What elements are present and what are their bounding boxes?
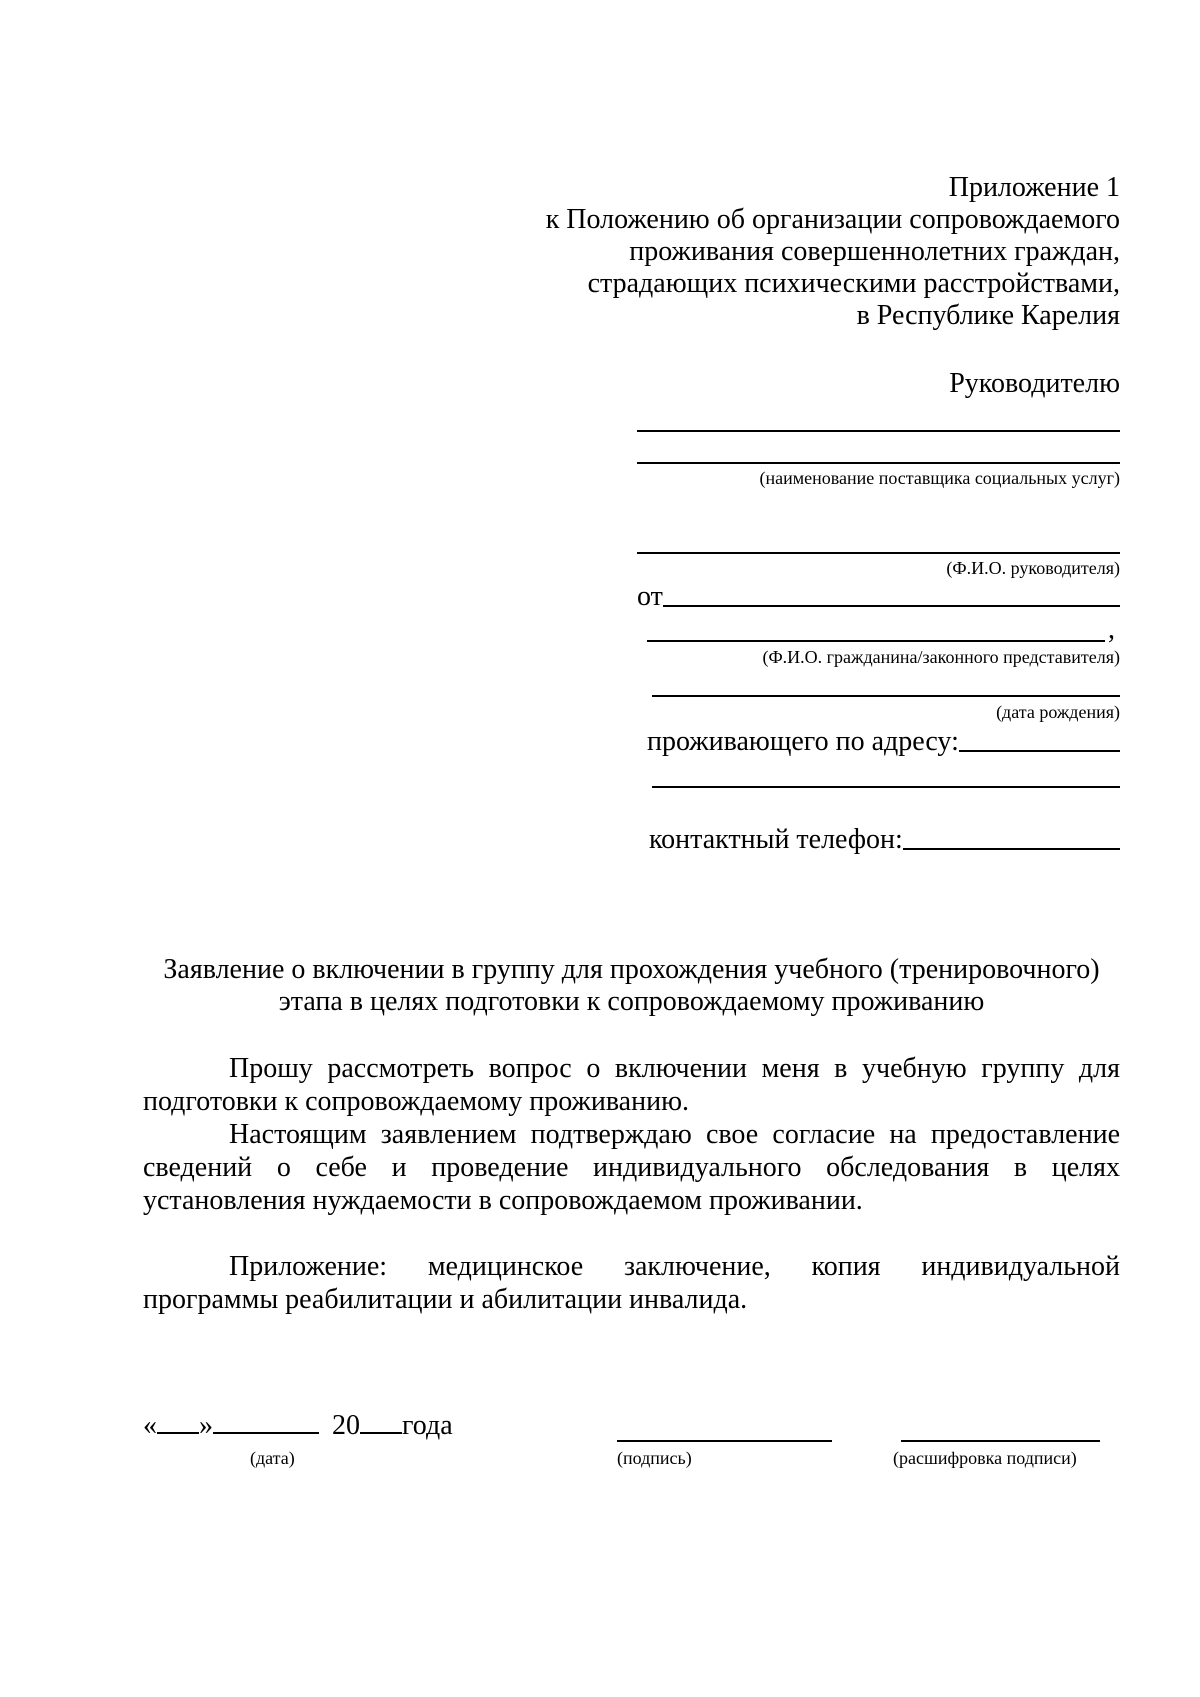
document-title xyxy=(143,954,1120,1018)
head-name-line[interactable] xyxy=(637,552,1120,554)
citizen-name-line[interactable] xyxy=(647,640,1105,642)
request-paragraph: Прошу рассмотреть вопрос о включении меня в учебную группу для подготовки к сопровождаемому проживанию. xyxy=(143,1053,1120,1117)
head-caption: (Ф.И.О. руководителя) xyxy=(946,558,1120,578)
quote-close: » xyxy=(199,1410,213,1441)
signature-caption: (подпись) xyxy=(617,1448,692,1468)
address-line-2[interactable] xyxy=(652,786,1120,788)
decoding-line[interactable] xyxy=(901,1440,1100,1442)
date-caption: (дата) xyxy=(250,1448,295,1468)
from-row xyxy=(637,581,1120,613)
appendix-number: Приложение 1 xyxy=(948,172,1120,203)
title-line-1: Заявление о включении в группу для прохождения учебного (тренировочного) xyxy=(163,954,1100,985)
attachment-paragraph: Приложение: медицинское заключение, копия индивидуальной программы реабилитации и абилитации инвалида. xyxy=(143,1251,1120,1315)
from-label: от xyxy=(637,581,663,612)
date-field xyxy=(143,1410,453,1442)
address-row xyxy=(647,726,1120,758)
addressee-to: Руководителю xyxy=(949,368,1120,399)
from-name-line[interactable] xyxy=(663,605,1120,607)
year-blank[interactable] xyxy=(360,1432,402,1434)
provider-caption: (наименование поставщика социальных услуг) xyxy=(759,468,1120,488)
quote-open: « xyxy=(143,1410,157,1441)
month-blank[interactable] xyxy=(213,1432,319,1434)
provider-name-line-1[interactable] xyxy=(637,430,1120,432)
birth-date-line[interactable] xyxy=(652,695,1120,697)
title-line-2: этапа в целях подготовки к сопровождаемому проживанию xyxy=(278,986,985,1017)
provider-name-line-2[interactable] xyxy=(637,462,1120,464)
phone-label: контактный телефон: xyxy=(649,824,903,855)
appendix-ref-line: в Республике Карелия xyxy=(856,300,1120,331)
year-suffix: года xyxy=(402,1410,453,1441)
signature-line[interactable] xyxy=(617,1440,832,1442)
decoding-caption: (расшифровка подписи) xyxy=(893,1448,1077,1468)
address-label: проживающего по адресу: xyxy=(647,726,959,757)
consent-paragraph: Настоящим заявлением подтверждаю свое согласие на предоставление сведений о себе и проведение индивидуального обследования в целях установления нуждаемости в сопровождаемом проживании. xyxy=(143,1119,1120,1216)
appendix-ref-line: к Положению об организации сопровождаемого xyxy=(545,204,1120,235)
citizen-caption: (Ф.И.О. гражданина/законного представителя) xyxy=(762,647,1120,667)
appendix-ref-line: проживания совершеннолетних граждан, xyxy=(629,236,1120,267)
header-block xyxy=(420,172,1120,332)
day-blank[interactable] xyxy=(157,1432,199,1434)
address-line-1[interactable] xyxy=(959,750,1120,752)
phone-line[interactable] xyxy=(903,848,1120,850)
year-prefix: 20 xyxy=(332,1410,360,1441)
appendix-ref-line: страдающих психическими расстройствами, xyxy=(587,268,1120,299)
phone-row xyxy=(649,824,1120,856)
comma: , xyxy=(1108,614,1115,645)
birth-caption: (дата рождения) xyxy=(996,702,1120,722)
